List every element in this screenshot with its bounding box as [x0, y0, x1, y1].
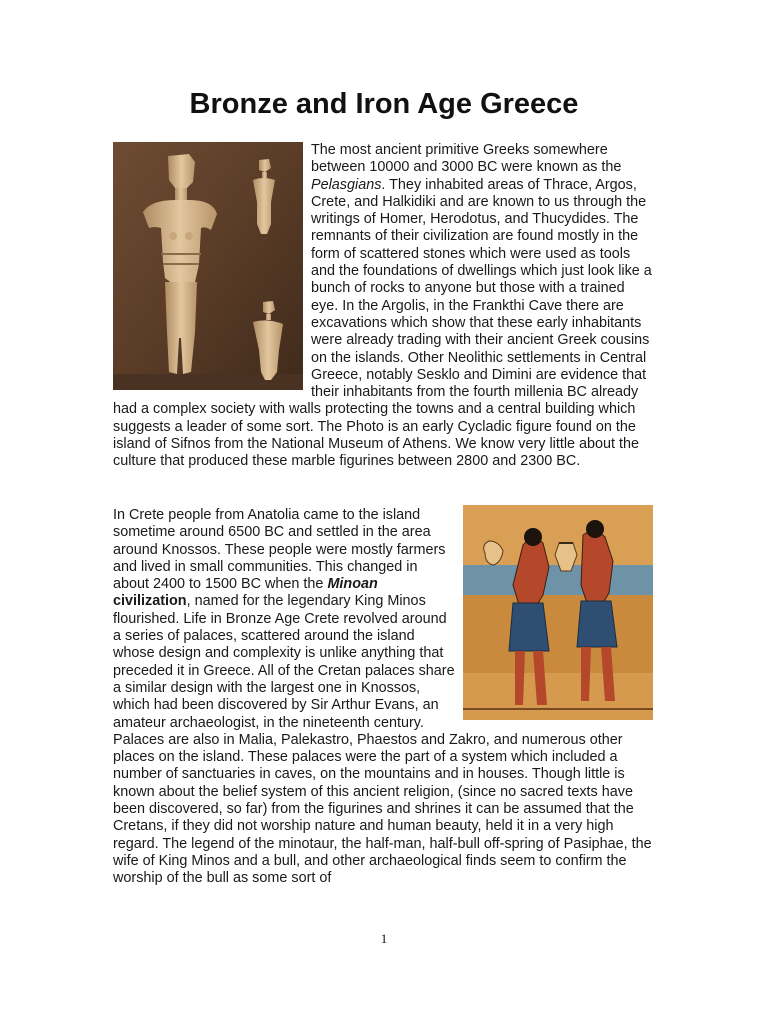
paragraph-text: In Crete people from Anatolia came to the island sometime around 6500 BC and settled in the area around Knossos. These people were mostly farmers and lived in small communities. This changed in about 2400 to 1500 BC when the — [113, 507, 446, 593]
bold-italic-term: Minoan — [327, 576, 378, 593]
page-number: 1 — [380, 931, 388, 946]
paragraph-pelasgians — [113, 142, 653, 471]
bold-term: civilization — [113, 593, 187, 610]
paragraph-text: The most ancient primitive Greeks somewhere between 10000 and 3000 BC were known as the — [311, 142, 622, 176]
italic-term: Pelasgians — [311, 176, 382, 193]
paragraph-minoan — [113, 507, 653, 888]
paragraph-text: , named for the legendary King Minos flourished. Life in Bronze Age Crete revolved around a series of palaces, scattered around the island whose design and complexity is unlike anything that preceded it in Greece. All of the Cretan palaces share a similar design with the largest one in Knossos, which had been discovered by Sir Arthur Evans, an amateur archaeologist, in the nineteenth century. Palaces are also in Malia, Palekastro, Phaestos and Zakro, and numerous other places on the island. These palaces were the part of a system which included a number of sanctuaries in caves, on the mountains and in houses. Though little is known about the belief system of this ancient religion, (since no sacred texts have been discovered, so far) from the figurines and shrines it can be assumed that the Cretans, if they did not worship nature and human beauty, held it in a very high regard. The legend of the minotaur, the half-man, half-bull off-spring of Pasiphae, the wife of King Minos and a bull, and other archaeological finds seem to confirm the worship of the bull as some sort of — [113, 593, 652, 887]
paragraph-text: . They inhabited areas of Thrace, Argos, Crete, and Halkidiki and are known to us through the writings of Homer, Herodotus, and Thucydides. The remnants of their civilization are found mostly in the form of scattered stones which were used as tools and the foundations of dwellings which just look like a bunch of rocks to anyone but those with a trained eye. In the Argolis, in the Frankthi Cave there are excavations which show that these early inhabitants were already trading with their ancient Greek cousins on the islands. Other Neolithic settlements in Central Greece, notably Sesklo and Dimini are evidence that their inhabitants from the fourth millenia BC already had a complex society with walls protecting the towns and a central building which suggests a leader of some sort. The Photo is an early Cycladic figure found on the island of Sifnos from the National Museum of Athens. We know very little about the culture that produced these marble figurines between 2800 and 2300 BC. — [113, 176, 652, 470]
minoan-fresco-photo — [463, 505, 653, 720]
cycladic-figurines-photo — [113, 142, 303, 390]
page-title: Bronze and Iron Age Greece — [189, 88, 579, 120]
